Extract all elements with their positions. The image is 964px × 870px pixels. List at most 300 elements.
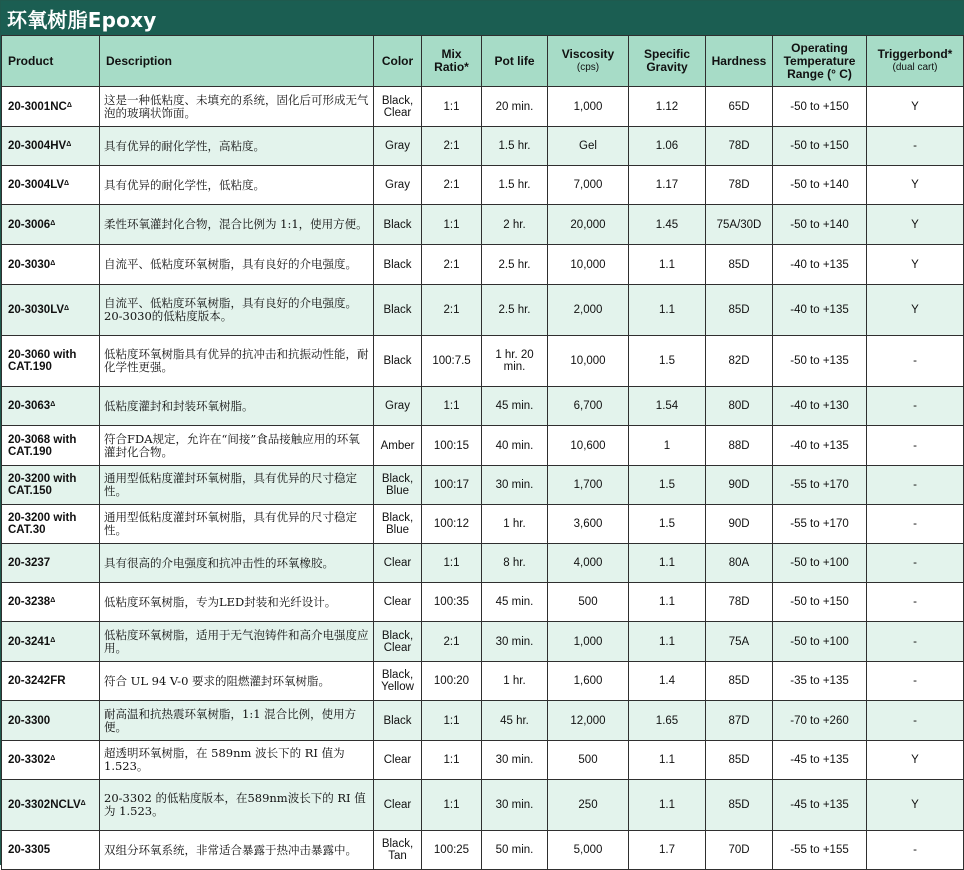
- description-cell: [100, 505, 374, 544]
- specific-gravity-text: 1.54: [655, 400, 679, 412]
- viscosity-cell: [548, 662, 629, 701]
- color-cell: [374, 87, 422, 127]
- product-text: 20-3030LV: [8, 304, 65, 316]
- table-row: [2, 780, 964, 831]
- hardness-text: 75A: [728, 635, 750, 648]
- product-cell: [2, 780, 100, 831]
- color-cell: [374, 780, 422, 831]
- pot-life-cell: [482, 426, 548, 466]
- viscosity-text: 1,600: [573, 675, 603, 687]
- mix-ratio-text: 2:1: [443, 304, 460, 316]
- product-cell: [2, 87, 100, 127]
- viscosity-cell: [548, 166, 629, 205]
- viscosity-cell: [548, 285, 629, 336]
- hardness-text: 85D: [728, 258, 750, 271]
- specific-gravity-cell: [629, 127, 706, 166]
- temperature-range-cell: [773, 426, 867, 466]
- hardness-text: 87D: [728, 714, 750, 727]
- description-cell: [100, 780, 374, 831]
- pot-life-cell: [482, 87, 548, 127]
- hardness-cell: [706, 87, 773, 127]
- color-cell: [374, 285, 422, 336]
- specific-gravity-text: 1.4: [659, 675, 675, 687]
- pot-life-text: 45 hr.: [500, 714, 529, 727]
- temperature-range-cell: [773, 505, 867, 544]
- viscosity-text: 1,000: [573, 635, 603, 648]
- mix-ratio-text: 100:7.5: [432, 355, 471, 367]
- description-cell: [100, 741, 374, 780]
- viscosity-text: Gel: [579, 140, 597, 152]
- specific-gravity-cell: [629, 245, 706, 285]
- viscosity-cell: [548, 831, 629, 870]
- temperature-range-cell: [773, 387, 867, 426]
- temperature-range-text: -50 to +100: [790, 635, 849, 648]
- specific-gravity-cell: [629, 166, 706, 205]
- column-header-viscosity: [548, 36, 629, 87]
- color-text: Black: [383, 714, 412, 727]
- temperature-range-cell: [773, 701, 867, 741]
- description-cell: [100, 205, 374, 245]
- specific-gravity-text: 1.1: [659, 557, 675, 569]
- triggerbond-text: -: [913, 557, 917, 569]
- mix-ratio-text: 100:17: [433, 479, 470, 491]
- pot-life-text: 30 min.: [495, 635, 534, 648]
- product-text: 20-3302NCLV: [8, 799, 81, 811]
- mix-ratio-cell: [422, 87, 482, 127]
- triangle-mark-icon: Δ: [50, 219, 56, 227]
- triggerbond-text: Y: [911, 304, 919, 316]
- triangle-mark-icon: Δ: [50, 401, 56, 408]
- product-cell: [2, 387, 100, 426]
- temperature-range-text: -50 to +140: [790, 218, 849, 231]
- color-cell: [374, 466, 422, 505]
- viscosity-cell: [548, 336, 629, 387]
- product-cell: [2, 285, 100, 336]
- description-cell: [100, 466, 374, 505]
- mix-ratio-text: 1:1: [443, 100, 460, 113]
- description-cell: [100, 662, 374, 701]
- triangle-mark-icon: Δ: [50, 755, 56, 762]
- table-row: [2, 505, 964, 544]
- viscosity-cell: [548, 583, 629, 622]
- triangle-mark-icon: Δ: [50, 636, 56, 644]
- specific-gravity-text: 1.5: [659, 518, 675, 530]
- table-row: [2, 741, 964, 780]
- mix-ratio-text: 100:20: [433, 675, 470, 687]
- specific-gravity-text: 1.06: [655, 140, 679, 152]
- mix-ratio-cell: [422, 662, 482, 701]
- color-cell: [374, 336, 422, 387]
- hardness-text: 85D: [728, 675, 750, 687]
- triggerbond-cell: [867, 662, 964, 701]
- temperature-range-text: -50 to +150: [790, 140, 849, 152]
- viscosity-cell: [548, 466, 629, 505]
- specific-gravity-text: 1.5: [659, 479, 675, 491]
- color-text: Black, Blue: [381, 512, 414, 536]
- color-text: Clear: [383, 596, 412, 608]
- column-header-label: Pot life: [494, 53, 535, 68]
- color-text: Black, Tan: [381, 838, 414, 862]
- product-text: 20-3200 with CAT.150: [8, 473, 77, 497]
- hardness-cell: [706, 285, 773, 336]
- temperature-range-cell: [773, 245, 867, 285]
- temperature-range-cell: [773, 622, 867, 662]
- specific-gravity-cell: [629, 741, 706, 780]
- mix-ratio-text: 100:35: [433, 596, 470, 608]
- triggerbond-cell: [867, 166, 964, 205]
- temperature-range-cell: [773, 466, 867, 505]
- triangle-mark-icon: Δ: [64, 180, 70, 187]
- viscosity-cell: [548, 87, 629, 127]
- specific-gravity-cell: [629, 205, 706, 245]
- color-text: Clear: [383, 754, 412, 766]
- pot-life-text: 45 min.: [495, 400, 534, 412]
- hardness-text: 80A: [728, 557, 750, 569]
- hardness-cell: [706, 662, 773, 701]
- mix-ratio-text: 2:1: [443, 140, 460, 152]
- pot-life-text: 2.5 hr.: [498, 304, 531, 316]
- column-header-product: [2, 36, 100, 87]
- pot-life-cell: [482, 622, 548, 662]
- color-cell: [374, 245, 422, 285]
- hardness-cell: [706, 166, 773, 205]
- pot-life-cell: [482, 166, 548, 205]
- temperature-range-cell: [773, 831, 867, 870]
- viscosity-text: 12,000: [570, 714, 606, 727]
- color-cell: [374, 127, 422, 166]
- product-cell: [2, 245, 100, 285]
- column-header-label: Product: [8, 53, 54, 68]
- product-cell: [2, 336, 100, 387]
- hardness-text: 75A/30D: [716, 218, 762, 231]
- product-text: 20-3200 with CAT.30: [8, 512, 77, 536]
- product-text: 20-3300: [8, 714, 51, 727]
- triggerbond-cell: [867, 205, 964, 245]
- table-row: [2, 336, 964, 387]
- pot-life-text: 1 hr.: [503, 675, 526, 687]
- hardness-text: 85D: [728, 754, 750, 766]
- description-text: 柔性环氧灌封化合物，混合比例为 1:1，使用方便。: [104, 217, 368, 231]
- triggerbond-text: -: [913, 355, 917, 367]
- triggerbond-text: Y: [911, 799, 919, 811]
- table-row: [2, 831, 964, 870]
- description-cell: [100, 426, 374, 466]
- column-header-color: [374, 36, 422, 87]
- color-cell: [374, 426, 422, 466]
- pot-life-text: 1.5 hr.: [498, 179, 531, 191]
- hardness-text: 90D: [728, 518, 750, 530]
- triggerbond-text: -: [913, 140, 917, 152]
- pot-life-cell: [482, 205, 548, 245]
- viscosity-text: 6,700: [573, 400, 603, 412]
- pot-life-cell: [482, 780, 548, 831]
- temperature-range-text: -45 to +135: [790, 799, 849, 811]
- description-text: 具有很高的介电强度和抗冲击性的环氧橡胶。: [104, 555, 334, 570]
- specific-gravity-text: 1.1: [659, 596, 675, 608]
- viscosity-cell: [548, 741, 629, 780]
- pot-life-cell: [482, 387, 548, 426]
- triggerbond-cell: [867, 466, 964, 505]
- column-header-label: Description: [106, 53, 173, 68]
- column-header-sublabel: (cps): [576, 62, 600, 73]
- triangle-mark-icon: Δ: [66, 101, 72, 109]
- hardness-text: 85D: [728, 304, 750, 316]
- description-cell: [100, 166, 374, 205]
- table-row: [2, 701, 964, 741]
- description-cell: [100, 583, 374, 622]
- mix-ratio-cell: [422, 741, 482, 780]
- color-cell: [374, 166, 422, 205]
- description-text: 符合 UL 94 V-0 要求的阻燃灌封环氧树脂。: [104, 673, 331, 688]
- viscosity-cell: [548, 387, 629, 426]
- table-row: [2, 426, 964, 466]
- viscosity-cell: [548, 622, 629, 662]
- specific-gravity-text: 1.7: [659, 844, 675, 856]
- color-text: Black: [383, 304, 412, 316]
- triggerbond-cell: [867, 426, 964, 466]
- specific-gravity-text: 1: [663, 439, 671, 452]
- temperature-range-text: -40 to +135: [790, 258, 849, 271]
- pot-life-cell: [482, 336, 548, 387]
- product-cell: [2, 127, 100, 166]
- hardness-text: 80D: [728, 400, 750, 412]
- specific-gravity-text: 1.1: [659, 635, 675, 648]
- hardness-cell: [706, 701, 773, 741]
- hardness-cell: [706, 780, 773, 831]
- mix-ratio-text: 2:1: [443, 635, 460, 648]
- title-bar: [1, 1, 963, 35]
- temperature-range-text: -50 to +150: [790, 100, 849, 113]
- viscosity-text: 2,000: [573, 304, 603, 316]
- color-text: Black, Clear: [381, 629, 414, 654]
- specific-gravity-text: 1.1: [659, 258, 675, 271]
- product-text: 20-3237: [8, 557, 51, 569]
- color-text: Black, Blue: [381, 473, 414, 497]
- product-text: 20-3238: [8, 596, 51, 608]
- pot-life-cell: [482, 662, 548, 701]
- specific-gravity-cell: [629, 780, 706, 831]
- column-header-sublabel: (dual cart): [892, 62, 938, 73]
- product-cell: [2, 544, 100, 583]
- product-text: 20-3004LV: [8, 179, 65, 191]
- color-text: Clear: [383, 557, 412, 569]
- viscosity-text: 250: [578, 799, 598, 811]
- temperature-range-text: -40 to +135: [790, 304, 849, 316]
- description-text: 超透明环氧树脂，在 589nm 波长下的 RI 值为 1.523。: [104, 746, 345, 773]
- mix-ratio-cell: [422, 701, 482, 741]
- pot-life-cell: [482, 544, 548, 583]
- viscosity-cell: [548, 701, 629, 741]
- triggerbond-text: -: [913, 635, 917, 648]
- specific-gravity-text: 1.5: [659, 355, 675, 367]
- viscosity-cell: [548, 780, 629, 831]
- table-row: [2, 127, 964, 166]
- mix-ratio-cell: [422, 583, 482, 622]
- color-text: Gray: [385, 179, 410, 191]
- product-cell: [2, 583, 100, 622]
- column-header-label: Specific Gravity: [643, 47, 691, 74]
- color-text: Gray: [385, 140, 410, 152]
- temperature-range-cell: [773, 336, 867, 387]
- triggerbond-cell: [867, 245, 964, 285]
- mix-ratio-cell: [422, 336, 482, 387]
- product-text: 20-3030: [8, 258, 51, 271]
- triggerbond-text: Y: [911, 258, 919, 271]
- specific-gravity-cell: [629, 426, 706, 466]
- table-row: [2, 87, 964, 127]
- table-row: [2, 583, 964, 622]
- description-text: 具有优异的耐化学性，高粘度。: [104, 138, 265, 153]
- pot-life-text: 30 min.: [495, 799, 534, 811]
- viscosity-cell: [548, 127, 629, 166]
- table-row: [2, 285, 964, 336]
- color-text: Black: [383, 218, 412, 231]
- temperature-range-text: -50 to +100: [790, 557, 849, 569]
- pot-life-text: 40 min.: [495, 439, 534, 452]
- triggerbond-cell: [867, 583, 964, 622]
- viscosity-text: 500: [578, 596, 598, 608]
- temperature-range-text: -55 to +155: [790, 844, 849, 856]
- color-cell: [374, 544, 422, 583]
- product-text: 20-3242FR: [8, 675, 66, 687]
- temperature-range-text: -50 to +140: [790, 179, 849, 191]
- pot-life-cell: [482, 127, 548, 166]
- mix-ratio-cell: [422, 505, 482, 544]
- product-text: 20-3305: [8, 844, 51, 856]
- mix-ratio-text: 2:1: [443, 258, 460, 271]
- description-cell: [100, 127, 374, 166]
- temperature-range-text: -45 to +135: [790, 754, 849, 766]
- color-cell: [374, 701, 422, 741]
- product-cell: [2, 831, 100, 870]
- mix-ratio-text: 1:1: [443, 799, 460, 811]
- description-text: 低粘度灌封和封装环氧树脂。: [104, 398, 254, 413]
- hardness-cell: [706, 544, 773, 583]
- color-text: Black, Yellow: [381, 669, 414, 693]
- specific-gravity-text: 1.1: [659, 754, 675, 766]
- description-text: 自流平、低粘度环氧树脂，具有良好的介电强度。: [104, 257, 357, 271]
- triangle-mark-icon: Δ: [50, 597, 56, 604]
- triggerbond-cell: [867, 622, 964, 662]
- hardness-cell: [706, 245, 773, 285]
- pot-life-text: 1 hr. 20 min.: [495, 349, 534, 373]
- color-cell: [374, 622, 422, 662]
- specific-gravity-text: 1.1: [659, 799, 675, 811]
- mix-ratio-cell: [422, 127, 482, 166]
- specific-gravity-cell: [629, 622, 706, 662]
- color-cell: [374, 387, 422, 426]
- mix-ratio-text: 1:1: [443, 714, 460, 727]
- hardness-text: 82D: [728, 355, 750, 367]
- hardness-cell: [706, 336, 773, 387]
- specific-gravity-text: 1.17: [655, 179, 679, 191]
- hardness-text: 90D: [728, 479, 750, 491]
- triangle-mark-icon: Δ: [66, 141, 72, 148]
- triggerbond-text: Y: [911, 754, 919, 766]
- mix-ratio-cell: [422, 622, 482, 662]
- specific-gravity-cell: [629, 701, 706, 741]
- pot-life-cell: [482, 285, 548, 336]
- temperature-range-text: -40 to +130: [790, 400, 849, 412]
- color-cell: [374, 583, 422, 622]
- product-cell: [2, 466, 100, 505]
- column-header-hardness: [706, 36, 773, 87]
- pot-life-text: 30 min.: [495, 479, 534, 491]
- viscosity-text: 1,700: [573, 479, 603, 491]
- viscosity-text: 7,000: [573, 179, 603, 191]
- hardness-cell: [706, 426, 773, 466]
- color-cell: [374, 205, 422, 245]
- pot-life-text: 1.5 hr.: [498, 140, 531, 152]
- hardness-text: 78D: [728, 140, 750, 152]
- temperature-range-cell: [773, 780, 867, 831]
- hardness-text: 85D: [728, 799, 750, 811]
- specific-gravity-cell: [629, 662, 706, 701]
- product-text: 20-3063: [8, 400, 51, 412]
- mix-ratio-cell: [422, 426, 482, 466]
- viscosity-cell: [548, 505, 629, 544]
- hardness-text: 78D: [728, 596, 750, 608]
- mix-ratio-cell: [422, 205, 482, 245]
- pot-life-cell: [482, 583, 548, 622]
- triggerbond-cell: [867, 741, 964, 780]
- triggerbond-cell: [867, 336, 964, 387]
- product-text: 20-3004HV: [8, 140, 67, 152]
- triggerbond-text: -: [913, 400, 917, 412]
- description-text: 低粘度环氧树脂具有优异的抗冲击和抗振动性能，耐化学性更强。: [104, 347, 369, 374]
- table-row: [2, 544, 964, 583]
- product-text: 20-3060 with CAT.190: [8, 349, 77, 373]
- pot-life-text: 20 min.: [495, 100, 534, 113]
- pot-life-cell: [482, 505, 548, 544]
- mix-ratio-text: 1:1: [443, 754, 460, 766]
- triggerbond-text: Y: [911, 100, 919, 113]
- description-cell: [100, 622, 374, 662]
- mix-ratio-text: 100:25: [433, 844, 470, 856]
- triggerbond-text: Y: [911, 179, 919, 191]
- description-text: 双组分环氧系统，非常适合暴露于热冲击暴露中。: [104, 842, 357, 857]
- column-header-pot-life: [482, 36, 548, 87]
- triggerbond-text: -: [913, 675, 917, 687]
- column-header-label: Triggerbond*: [877, 47, 953, 61]
- product-cell: [2, 426, 100, 466]
- triggerbond-text: -: [913, 714, 917, 727]
- product-text: 20-3068 with CAT.190: [8, 433, 77, 458]
- specific-gravity-cell: [629, 831, 706, 870]
- description-cell: [100, 285, 374, 336]
- temperature-range-text: -50 to +135: [790, 355, 849, 367]
- pot-life-cell: [482, 466, 548, 505]
- triggerbond-cell: [867, 285, 964, 336]
- pot-life-cell: [482, 741, 548, 780]
- color-cell: [374, 662, 422, 701]
- viscosity-cell: [548, 544, 629, 583]
- mix-ratio-cell: [422, 245, 482, 285]
- color-cell: [374, 505, 422, 544]
- specific-gravity-cell: [629, 544, 706, 583]
- column-header-label: Operating Temperature Range (° C): [783, 40, 856, 81]
- product-text: 20-3001NC: [8, 100, 67, 113]
- specific-gravity-text: 1.65: [655, 714, 679, 727]
- temperature-range-cell: [773, 166, 867, 205]
- specific-gravity-text: 1.1: [659, 304, 675, 316]
- color-text: Gray: [385, 400, 410, 412]
- product-cell: [2, 205, 100, 245]
- specific-gravity-cell: [629, 583, 706, 622]
- specific-gravity-text: 1.12: [655, 100, 679, 113]
- description-text: 自流平、低粘度环氧树脂，具有良好的介电强度。20-3030的低粘度版本。: [104, 296, 357, 323]
- description-cell: [100, 831, 374, 870]
